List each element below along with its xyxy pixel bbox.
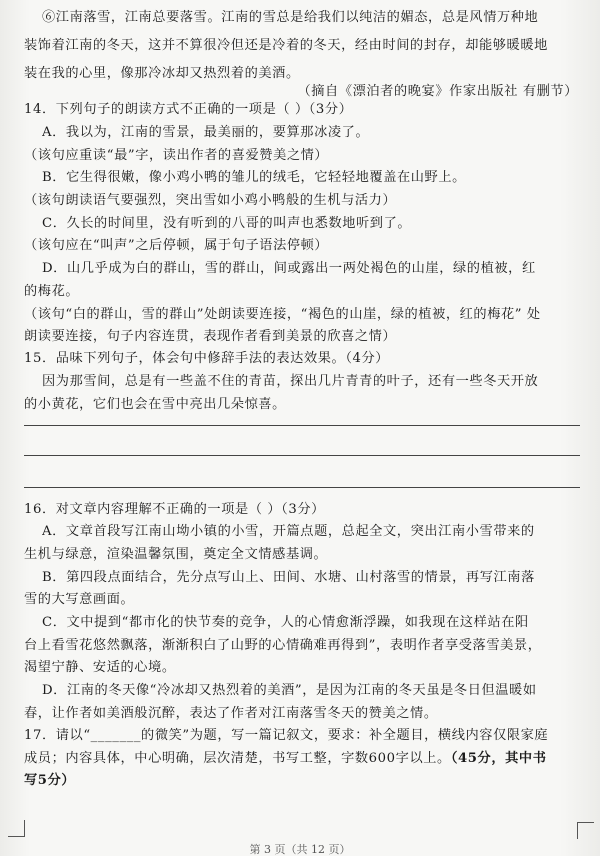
question-14-stem: 14．下列句子的朗读方式不正确的一项是（ ）（3分） (24, 102, 353, 117)
q14-option-a-note: （该句应重读“最”字，读出作者的喜爱赞美之情） (24, 148, 329, 163)
crop-mark (577, 822, 594, 839)
question-15-stem: 15．品味下列句子，体会句中修辞手法的表达效果。（4分） (24, 351, 390, 366)
q16-option-d: D．江南的冬天像“冷冰却又热烈着的美酒”，是因为江南的冬天虽是冬日但温暖如 (42, 683, 537, 698)
passage-line: 装饰着江南的冬天，这并不算很冷但还是冷着的冬天，经由时间的封存，却能够暖暖地 (24, 38, 548, 53)
answer-line[interactable] (24, 487, 580, 488)
q16-option-c: 台上看雪花悠然飘落，渐渐积白了山野的心情确难再得到”，表明作者享受落雪美景， (24, 638, 542, 653)
q17-score: （45分，其中书 (450, 751, 547, 766)
question-17-stem: 17．请以“_______的微笑”为题，写一篇记叙文，要求：补全题目，横线内容仅限家庭 (24, 728, 549, 743)
q17-score-cont: 写5分） (24, 773, 76, 788)
question-16-stem: 16．对文章内容理解不正确的一项是（ ）（3分） (24, 502, 325, 517)
passage-source: （摘自《漂泊者的晚宴》作家出版社 有删节） (297, 84, 578, 99)
question-17-requirements (24, 747, 580, 771)
answer-line[interactable] (24, 455, 580, 456)
page-footer: 第 3 页（共 12 页） (249, 843, 351, 856)
passage-line: 装在我的心里，像那冷冰却又热烈着的美酒。 (24, 66, 300, 81)
q14-option-b: B．它生得很嫩，像小鸡小鸭的雏儿的绒毛，它轻轻地覆盖在山野上。 (42, 170, 466, 185)
q14-option-c-note: （该句应在“叫声”之后停顿，属于句子语法停顿） (24, 238, 329, 253)
q16-option-a: A．文章首段写江南山坳小镇的小雪，开篇点题，总起全文，突出江南小雪带来的 (42, 524, 535, 539)
passage-line: ⑥江南落雪，江南总要落雪。江南的雪总是给我们以纯洁的媚态，总是风情万种地 (42, 10, 539, 25)
q14-option-d-note: 朗读要连接，句子内容连贯，表现作者看到美景的欣喜之情） (24, 329, 397, 344)
q16-option-b: 雪的大写意画面。 (24, 592, 135, 607)
crop-mark (8, 820, 25, 837)
q17-requirements-text: 成员；内容具体，中心明确，层次清楚，书写工整，字数600字以上。 (24, 751, 451, 766)
q14-option-d-note: （该句“白的群山，雪的群山”处朗读要连接，“褐色的山崖，绿的植被，红的梅花” 处 (24, 307, 541, 322)
q14-option-d: 的梅花。 (24, 284, 80, 299)
q14-option-b-note: （该句朗读语气要强烈，突出雪如小鸡小鸭般的生机与活力） (24, 193, 397, 208)
answer-line[interactable] (24, 425, 580, 426)
q16-option-b: B．第四段点面结合，先分点写山上、田间、水塘、山村落雪的情景，再写江南落 (42, 570, 535, 585)
q16-option-a: 生机与绿意，渲染温馨氛围，奠定全文情感基调。 (24, 547, 328, 562)
q15-quoted-text: 因为那雪间，总是有一些盖不住的青苗，探出几片青青的叶子，还有一些冬天开放 (42, 374, 539, 389)
q15-quoted-text: 的小黄花，它们也会在雪中亮出几朵惊喜。 (24, 397, 286, 412)
q16-option-c: 渴望宁静、安适的心境。 (24, 660, 176, 675)
q14-option-d: D．山几乎成为白的群山，雪的群山，间或露出一两处褐色的山崖，绿的植被，红 (42, 261, 536, 276)
q14-option-a: A．我以为，江南的雪景，最美丽的，要算那冰凌了。 (42, 125, 370, 140)
q16-option-c: C．文中提到“都市化的快节奏的竞争，人的心情愈渐浮躁，如我现在这样站在阳 (42, 615, 529, 630)
q14-option-c: C．久长的时间里，没有听到的八哥的叫声也悉数地听到了。 (42, 216, 412, 231)
q16-option-d: 春，让作者如美酒般沉醉，表达了作者对江南落雪冬天的赞美之情。 (24, 706, 438, 721)
